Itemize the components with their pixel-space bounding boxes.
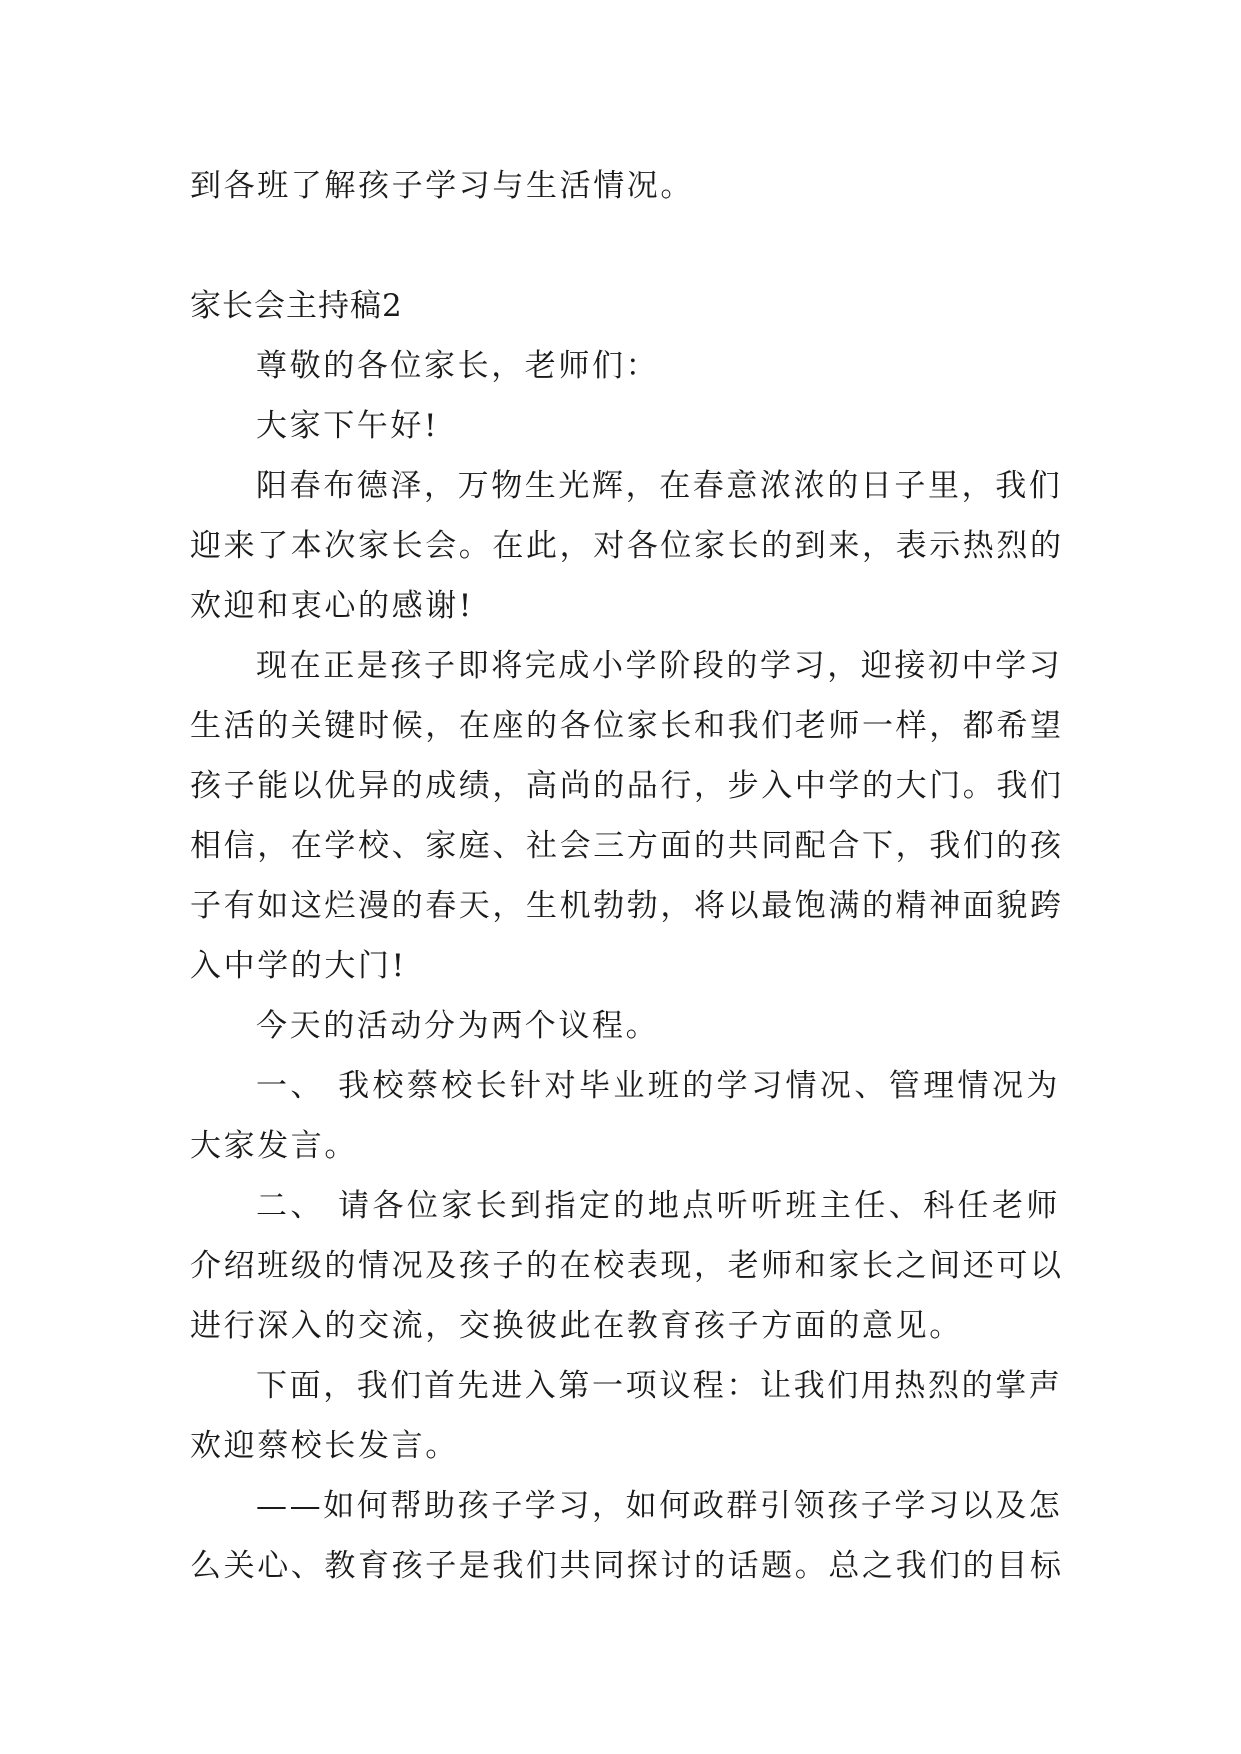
paragraph-line: 现在正是孩子即将完成小学阶段的学习，迎接初中学习 bbox=[256, 648, 1063, 684]
agenda-item-1-cont: 大家发言。 bbox=[190, 1128, 358, 1164]
greeting: 大家下午好! bbox=[256, 408, 440, 444]
agenda-item-2-cont: 介绍班级的情况及孩子的在校表现，老师和家长之间还可以 bbox=[190, 1248, 1064, 1284]
paragraph-line: 子有如这烂漫的春天，生机勃勃，将以最饱满的精神面貌跨 bbox=[190, 888, 1064, 924]
paragraph-line: 阳春布德泽，万物生光辉，在春意浓浓的日子里，我们 bbox=[256, 468, 1063, 504]
text-line: 到各班了解孩子学习与生活情况。 bbox=[190, 168, 694, 204]
paragraph-line: 相信，在学校、家庭、社会三方面的共同配合下，我们的孩 bbox=[190, 828, 1064, 864]
paragraph-line: 下面，我们首先进入第一项议程：让我们用热烈的掌声 bbox=[256, 1368, 1063, 1404]
paragraph-line: 入中学的大门! bbox=[190, 948, 407, 984]
salutation: 尊敬的各位家长，老师们： bbox=[256, 348, 660, 384]
section-title: 家长会主持稿2 bbox=[190, 288, 403, 324]
agenda-item-2-cont: 进行深入的交流，交换彼此在教育孩子方面的意见。 bbox=[190, 1308, 963, 1344]
paragraph-line: ——如何帮助孩子学习，如何政群引领孩子学习以及怎 bbox=[256, 1488, 1063, 1524]
paragraph-line: 迎来了本次家长会。在此，对各位家长的到来，表示热烈的 bbox=[190, 528, 1064, 564]
paragraph-line: 欢迎和衷心的感谢! bbox=[190, 588, 474, 624]
paragraph-line: 今天的活动分为两个议程。 bbox=[256, 1008, 660, 1044]
paragraph-line: 孩子能以优异的成绩，高尚的品行，步入中学的大门。我们 bbox=[190, 768, 1064, 804]
paragraph-line: 生活的关键时候，在座的各位家长和我们老师一样，都希望 bbox=[190, 708, 1064, 744]
paragraph-line: 欢迎蔡校长发言。 bbox=[190, 1428, 459, 1464]
agenda-item-1: 一、 我校蔡校长针对毕业班的学习情况、管理情况为 bbox=[256, 1068, 1060, 1104]
paragraph-line: 么关心、教育孩子是我们共同探讨的话题。总之我们的目标 bbox=[190, 1548, 1064, 1584]
agenda-item-2: 二、 请各位家长到指定的地点听听班主任、科任老师 bbox=[256, 1188, 1060, 1224]
